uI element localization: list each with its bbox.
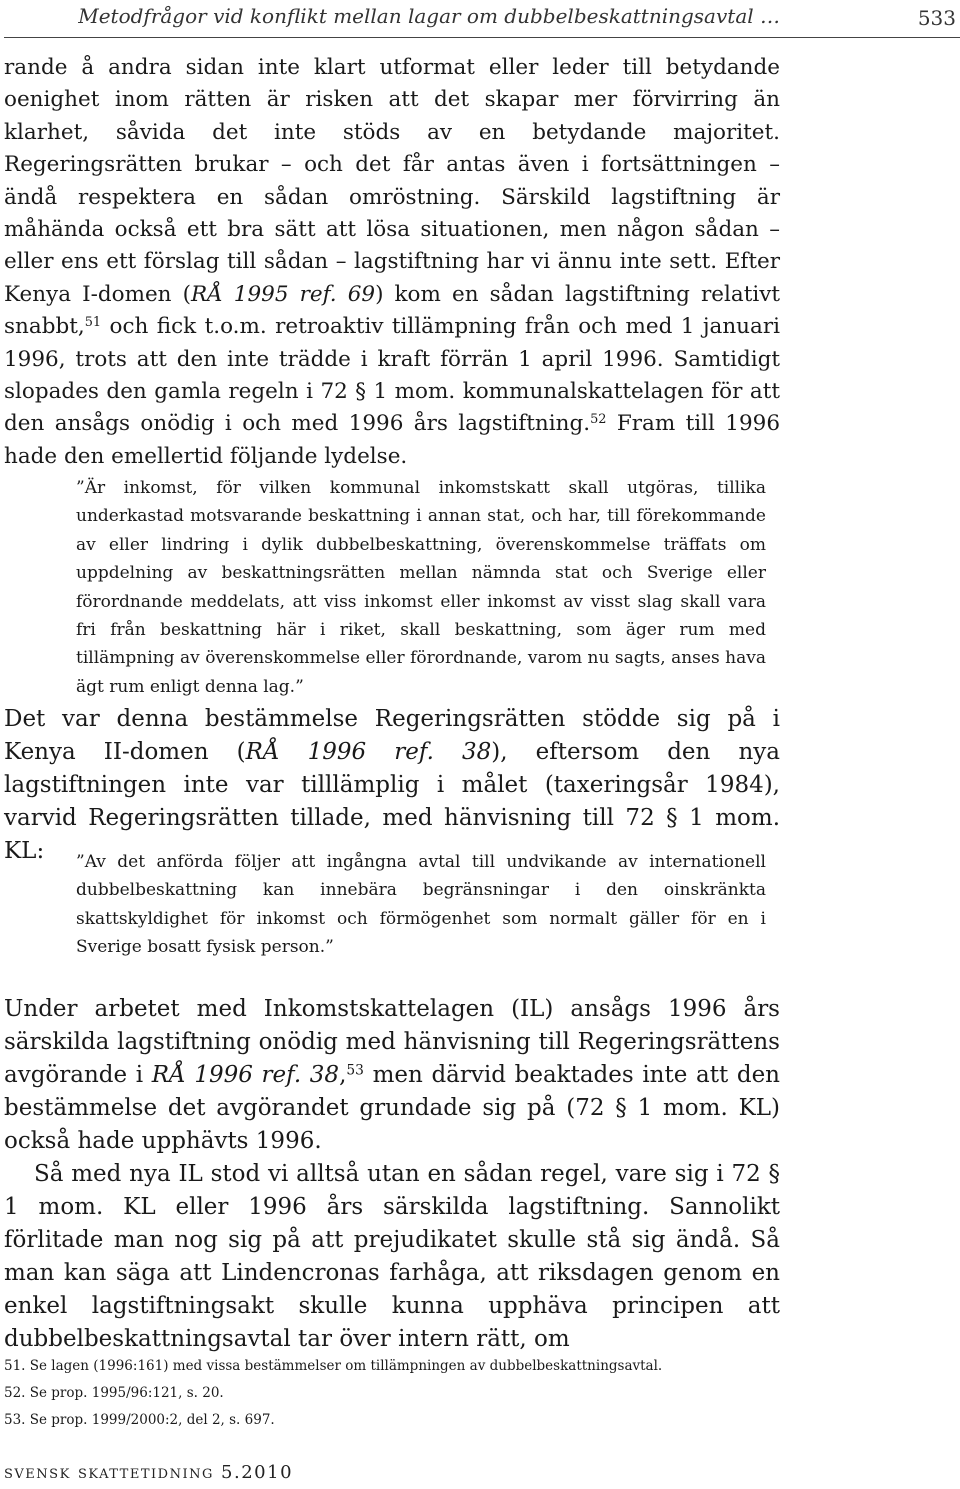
paragraph-3 <box>4 993 780 1356</box>
case-reference-ra-1996: RÅ 1996 ref. 38 <box>151 1062 340 1088</box>
header-rule <box>4 37 960 38</box>
footnote-52: 52. Se prop. 1995/96:121, s. 20. <box>4 1385 224 1401</box>
paragraph-1-part-d: Fram till 1996 hade den emellertid följande lydelse. <box>4 411 781 469</box>
paragraph-2-part-a: Det var denna bestämmelse Regeringsrätten stödde sig på i Kenya II-domen ( <box>4 706 780 765</box>
paragraph-1 <box>4 52 780 473</box>
paragraph-3-part-a: Under arbetet med Inkomstskattelagen (IL) ansågs 1996 års särskilda lagstiftning onödig med hänvisning till Regeringsrättens avgörande i <box>4 996 780 1088</box>
footnote-53: 53. Se prop. 1999/2000:2, del 2, s. 697. <box>4 1412 275 1428</box>
running-head <box>0 0 960 40</box>
running-title: Metodfrågor vid konflikt mellan lagar om dubbelbeskattningsavtal … <box>78 4 780 28</box>
case-reference-kenya-2: RÅ 1996 ref. 38 <box>245 739 492 765</box>
paragraph-4-content: Så med nya IL stod vi alltså utan en sådan regel, vare sig i 72 § 1 mom. KL eller 1996 års särskilda lagstiftning. Sannolikt förlitade man nog sig på att prejudikatet skulle stå sig ändå. Så man kan säga att Lindencronas farhåga, att riksdagen genom en enkel lagstiftningsakt skulle kunna upphäva principen att dubbelbeskattningsavtal tar över intern rätt, om <box>4 1161 780 1352</box>
footnote-marker-53: 53 <box>346 1062 364 1079</box>
footnotes <box>4 1353 904 1434</box>
footnote-marker-52: 52 <box>590 412 607 428</box>
paragraph-3-part-b: , <box>339 1062 347 1088</box>
case-reference-kenya-1: RÅ 1995 ref. 69 <box>191 281 376 307</box>
paragraph-2-text <box>4 703 780 868</box>
paragraph-1-part-c: och fick t.o.m. retroaktiv tillämpning från och med 1 januari 1996, trots att den inte trädde i kraft förrän 1 april 1996. Samtidigt slopades den gamla regeln i 72 § 1 mom. kommunalskattelagen för att den ansågs onödig i och med 1996 års lagstiftning. <box>4 314 780 437</box>
paragraph-1-text <box>4 52 780 473</box>
footnote-51: 51. Se lagen (1996:161) med vissa bestämmelser om tillämpningen av dubbelbeskattningsavtal. <box>4 1358 663 1374</box>
block-quote-2: ”Av det anförda följer att ingångna avtal till undvikande av internationell dubbelbeskattning kan innebära begränsningar i den oinskränkta skattskyldighet för inkomst och förmögenhet som normalt gäller för en i Sverige bosatt fysisk person.” <box>76 852 766 958</box>
paragraph-3-part-c: men därvid beaktades inte att den bestämmelse det avgörandet grundade sig på (72 § 1 mom. KL) också hade upphävts 1996. <box>4 1062 780 1154</box>
paragraph-4-text <box>4 1158 780 1356</box>
paragraph-2-part-b: ), eftersom den nya lagstiftningen inte var tilllämplig i målet (taxeringsår 1984), varvid Regeringsrätten tillade, med hänvisning till 72 § 1 mom. KL: <box>4 739 780 864</box>
paragraph-1-part-b: ) kom en sådan lagstiftning relativt snabbt, <box>4 281 780 340</box>
journal-footer: svensk skattetidning 5.2010 <box>4 1462 294 1483</box>
footnote-marker-51: 51 <box>84 315 102 331</box>
paragraph-2 <box>4 703 780 868</box>
page-number: 533 <box>917 6 956 30</box>
paragraph-1-part-a: rande å andra sidan inte klart utformat eller leder till betydande oenighet inom rätten är risken att det skapar mer förvirring än klarhet, såvida det inte stöds av en betydande majoritet. Regeringsrätten brukar – och det får antas även i fortsättningen – ändå respektera en sådan omröstning. Särskild lagstiftning är måhända också ett bra sätt att lösa situationen, men någon sådan – eller ens ett förslag till sådan – lagstiftning har vi ännu inte sett. Efter Kenya I-domen ( <box>4 55 780 307</box>
paragraph-3-text <box>4 993 780 1158</box>
block-quote-1: ”Är inkomst, för vilken kommunal inkomstskatt skall utgöras, tillika underkastad motsvarande beskattning i annan stat, och har, till förekommande av eller lindring i dylik dubbelbeskattning, överenskommelse träffats om uppdelning av beskattningsrätten mellan nämnda stat och Sverige eller förordnande meddelats, att viss inkomst eller inkomst av visst slag skall vara fri från beskattning här i riket, skall beskattning, som äger rum med tillämpning av överenskommelse eller förordnande, varom nu sagts, anses hava ägt rum enligt denna lag.” <box>76 478 766 697</box>
